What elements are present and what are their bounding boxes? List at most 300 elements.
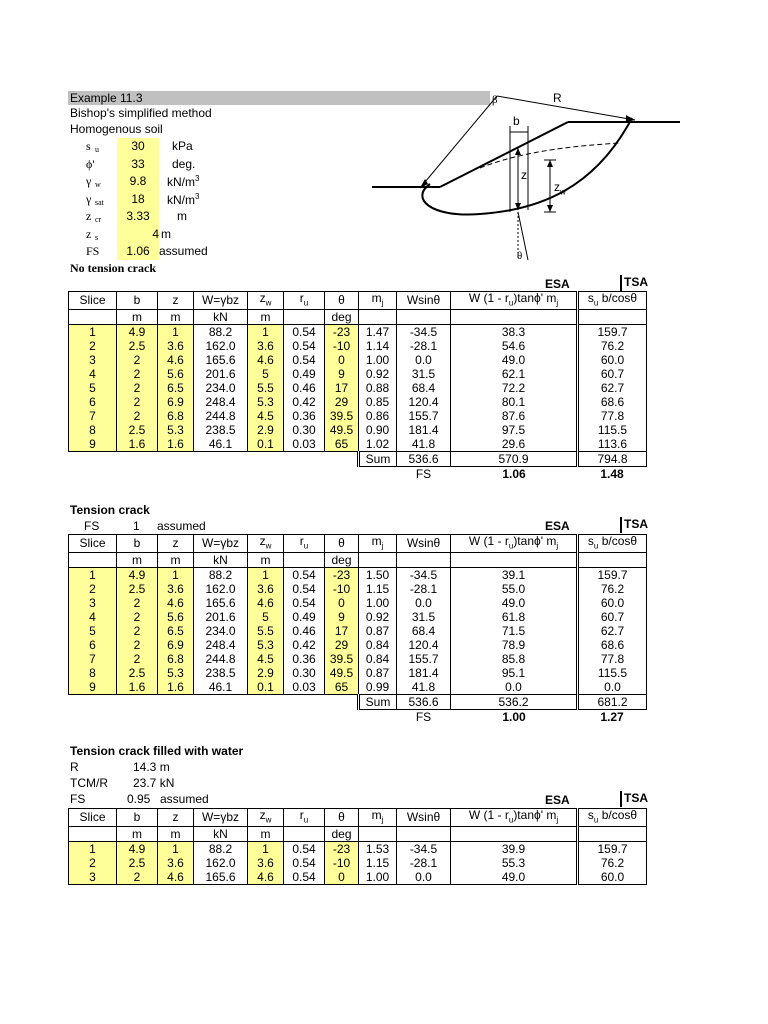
table-cell: 0.87 — [359, 624, 397, 638]
table-cell: 5 — [248, 610, 284, 624]
table-cell: 55.3 — [451, 856, 578, 870]
unit-cell — [284, 827, 325, 842]
table-cell: 6.9 — [158, 395, 194, 409]
table-cell: 0.88 — [359, 381, 397, 395]
table-cell: 3.6 — [158, 856, 194, 870]
table-cell: 0.1 — [248, 680, 284, 695]
table-cell: 0.42 — [284, 395, 325, 409]
param-symbol-subscript: u — [95, 145, 99, 154]
table-cell: 155.7 — [397, 652, 451, 666]
table-cell: 60.0 — [578, 353, 647, 367]
table-row — [69, 680, 647, 695]
soil-label: Homogenous soil — [70, 122, 163, 136]
table-cell: 5 — [69, 624, 117, 638]
table-row — [69, 596, 647, 610]
sum-value: 536.6 — [397, 695, 451, 710]
table-cell: 5.3 — [248, 638, 284, 652]
table-cell: 0.49 — [284, 610, 325, 624]
table-cell: -23 — [325, 568, 359, 583]
unit-cell — [69, 553, 117, 568]
table-cell: 4.9 — [117, 325, 158, 340]
example-title: Example 11.3 — [70, 91, 143, 105]
table-cell: 5 — [69, 381, 117, 395]
table-cell: 4 — [69, 367, 117, 381]
table-cell: 0.46 — [284, 381, 325, 395]
table-cell: -23 — [325, 842, 359, 857]
table-cell: 4 — [69, 610, 117, 624]
table-cell: 6.5 — [158, 381, 194, 395]
table-cell: 9 — [325, 610, 359, 624]
column-header: z — [158, 809, 194, 827]
unit-cell — [284, 553, 325, 568]
param-symbol: ϕ' — [86, 156, 95, 171]
table-row — [69, 409, 647, 423]
fs-tsa-value: 1.48 — [600, 466, 624, 481]
table-cell: 55.0 — [451, 582, 578, 596]
unit-cell — [397, 553, 451, 568]
table-cell: 46.1 — [194, 680, 248, 695]
column-header: $z_w$ — [248, 535, 284, 553]
column-header: $r_u$ — [284, 292, 325, 310]
table-cell: 248.4 — [194, 638, 248, 652]
table-cell: 115.5 — [578, 666, 647, 680]
table-cell: 0.54 — [284, 568, 325, 583]
param-unit: $kN/m^3$ — [167, 191, 200, 207]
table-row — [69, 568, 647, 583]
table-cell: 0.49 — [284, 367, 325, 381]
column-header: b — [117, 809, 158, 827]
section2-fs-value: 1 — [133, 519, 140, 533]
table-row — [69, 870, 647, 885]
table-row — [69, 638, 647, 652]
table-cell: 76.2 — [578, 856, 647, 870]
sum-value: 681.2 — [578, 695, 647, 710]
param-value: 30 — [131, 139, 145, 153]
table-cell: 97.5 — [451, 423, 578, 437]
table-cell: 2 — [69, 582, 117, 596]
table-cell: 1 — [158, 325, 194, 340]
table-cell: 39.5 — [325, 652, 359, 666]
table-row — [69, 437, 647, 452]
table-cell: 2.5 — [117, 582, 158, 596]
table-cell: 31.5 — [397, 367, 451, 381]
table-cell: 201.6 — [194, 367, 248, 381]
table-cell: 4.5 — [248, 409, 284, 423]
table-cell: 1.6 — [158, 680, 194, 695]
table-cell: 95.1 — [451, 666, 578, 680]
table-cell: 0.90 — [359, 423, 397, 437]
table-row — [69, 423, 647, 437]
beta-label: β — [492, 94, 498, 106]
unit-cell: m — [248, 310, 284, 325]
table-cell: 7 — [69, 652, 117, 666]
unit-cell: deg — [325, 827, 359, 842]
table-cell: 244.8 — [194, 409, 248, 423]
section3-esa-label: ESA — [545, 793, 570, 807]
table-cell: 1.00 — [359, 870, 397, 885]
table-row — [69, 582, 647, 596]
table-cell: 2 — [117, 353, 158, 367]
table-cell: 0.92 — [359, 367, 397, 381]
unit-cell — [397, 827, 451, 842]
table-cell: 1.6 — [117, 437, 158, 452]
table-cell: 4.6 — [248, 870, 284, 885]
column-header: Wsinθ — [397, 535, 451, 553]
table-cell: 39.9 — [451, 842, 578, 857]
table-cell: -34.5 — [397, 842, 451, 857]
table-cell: 49.5 — [325, 423, 359, 437]
column-header: W=γbz — [194, 535, 248, 553]
table-cell: 2.5 — [117, 666, 158, 680]
unit-cell: kN — [194, 827, 248, 842]
unit-cell: kN — [194, 553, 248, 568]
table-cell: 68.4 — [397, 624, 451, 638]
section3-r-value: 14.3 m — [133, 760, 170, 774]
table-cell: 8 — [69, 423, 117, 437]
table-cell: 1 — [158, 568, 194, 583]
column-header: Wsinθ — [397, 809, 451, 827]
section2-esa-label: ESA — [545, 519, 570, 533]
section3-table — [68, 808, 647, 885]
section3-r-label: R — [70, 760, 79, 774]
table-cell: 3.6 — [158, 339, 194, 353]
table-cell: 3.6 — [248, 856, 284, 870]
table-cell: 2 — [69, 339, 117, 353]
fs-esa-value: 1.00 — [502, 709, 526, 724]
table-cell: 60.7 — [578, 610, 647, 624]
column-header: $s_u$ b/cosθ — [578, 809, 647, 827]
table-cell: 2 — [117, 596, 158, 610]
table-row — [69, 339, 647, 353]
table-cell: 159.7 — [578, 568, 647, 583]
column-header: W=γbz — [194, 809, 248, 827]
table-cell: -23 — [325, 325, 359, 340]
table-cell: 8 — [69, 666, 117, 680]
table-units-row — [69, 310, 647, 325]
table-cell: 0.03 — [284, 680, 325, 695]
param-symbol: γ — [86, 191, 92, 206]
column-header: b — [117, 535, 158, 553]
table-cell: -10 — [325, 339, 359, 353]
table-cell: 3.6 — [248, 582, 284, 596]
table-cell: 3 — [69, 596, 117, 610]
table-cell: 5 — [248, 367, 284, 381]
column-header: $r_u$ — [284, 809, 325, 827]
unit-cell — [578, 827, 647, 842]
radius-arrowhead-right — [626, 115, 635, 122]
unit-cell: m — [117, 310, 158, 325]
table-cell: 1 — [248, 325, 284, 340]
table-cell: 0.54 — [284, 582, 325, 596]
table-cell: 54.6 — [451, 339, 578, 353]
table-cell: 88.2 — [194, 325, 248, 340]
table-cell: 234.0 — [194, 381, 248, 395]
table-cell: 2 — [117, 652, 158, 666]
table-cell: 1 — [248, 842, 284, 857]
table-cell: 3.6 — [248, 339, 284, 353]
table-cell: 5.6 — [158, 367, 194, 381]
table-cell: 0.84 — [359, 638, 397, 652]
table-cell: 31.5 — [397, 610, 451, 624]
table-cell: 0.54 — [284, 353, 325, 367]
table-cell: 4.6 — [248, 596, 284, 610]
table-units-row — [69, 827, 647, 842]
param-symbol-subscript: sat — [95, 197, 104, 207]
table-cell: -28.1 — [397, 856, 451, 870]
column-header: θ — [325, 535, 359, 553]
unit-cell — [578, 310, 647, 325]
table-cell: 80.1 — [451, 395, 578, 409]
table-cell: 1 — [69, 325, 117, 340]
table-cell: 9 — [325, 367, 359, 381]
column-header: $z_w$ — [248, 292, 284, 310]
table-cell: 2 — [117, 409, 158, 423]
column-header: z — [158, 292, 194, 310]
param-value: 33 — [131, 156, 145, 171]
table-cell: 5.3 — [158, 666, 194, 680]
table-row — [69, 666, 647, 680]
table-cell: 0.99 — [359, 680, 397, 695]
table-cell: 0.54 — [284, 596, 325, 610]
table-cell: 0 — [325, 596, 359, 610]
column-header: $s_u$ b/cosθ — [578, 535, 647, 553]
fs-label: FS — [415, 466, 432, 481]
table-cell: -34.5 — [397, 568, 451, 583]
param-value: 4 — [152, 226, 159, 241]
table-cell: 165.6 — [194, 596, 248, 610]
table-cell: 2 — [117, 367, 158, 381]
table-cell: 1.00 — [359, 596, 397, 610]
sum-value: 570.9 — [451, 452, 578, 467]
zw-label: $z_w$ — [554, 180, 566, 197]
section2-table — [68, 534, 647, 724]
table-cell: 248.4 — [194, 395, 248, 409]
table-cell: 76.2 — [578, 339, 647, 353]
table-cell: 85.8 — [451, 652, 578, 666]
table-cell: 181.4 — [397, 666, 451, 680]
unit-cell — [69, 310, 117, 325]
sum-value: 794.8 — [578, 452, 647, 467]
table-cell: 244.8 — [194, 652, 248, 666]
table-cell: 2 — [117, 395, 158, 409]
unit-cell — [451, 310, 578, 325]
table-cell: 120.4 — [397, 638, 451, 652]
radius-label: R — [553, 91, 562, 105]
param-value: 1.06 — [126, 244, 150, 258]
table-cell: 162.0 — [194, 856, 248, 870]
table-cell: 38.3 — [451, 325, 578, 340]
param-symbol: s — [86, 139, 91, 153]
table-cell: 4.6 — [158, 353, 194, 367]
table-cell: 1 — [69, 842, 117, 857]
section3-title: Tension crack filled with water — [70, 744, 244, 758]
section3-tcm-value: 23.7 kN — [133, 776, 175, 790]
table-cell: 4.6 — [158, 870, 194, 885]
param-symbol: z — [86, 209, 92, 223]
table-cell: 29 — [325, 395, 359, 409]
table-fs-row — [69, 467, 647, 482]
table-cell: 159.7 — [578, 325, 647, 340]
param-unit: $kN/m^3$ — [167, 174, 200, 189]
table-cell: 88.2 — [194, 842, 248, 857]
table-units-row — [69, 553, 647, 568]
table-cell: 61.8 — [451, 610, 578, 624]
table-cell: 2 — [117, 610, 158, 624]
column-header: θ — [325, 292, 359, 310]
column-header: W $(1 - r_u)\tan\phi'$ $m_j$ — [451, 809, 578, 827]
unit-cell — [359, 827, 397, 842]
table-cell: 2 — [117, 624, 158, 638]
column-header: $r_u$ — [284, 535, 325, 553]
sum-label: Sum — [359, 695, 397, 710]
table-cell: 72.2 — [451, 381, 578, 395]
table-cell: 60.0 — [578, 870, 647, 885]
theta-label: θ — [517, 250, 523, 262]
method-label: Bishop's simplified method — [70, 106, 212, 120]
table-cell: 3 — [69, 353, 117, 367]
table-cell: -10 — [325, 856, 359, 870]
table-row — [69, 652, 647, 666]
unit-cell: m — [117, 553, 158, 568]
table-cell: 4.9 — [117, 842, 158, 857]
table-cell: 0.54 — [284, 325, 325, 340]
table-cell: 60.0 — [578, 596, 647, 610]
table-cell: 17 — [325, 381, 359, 395]
table-cell: 0.1 — [248, 437, 284, 452]
column-header: W $(1 - r_u)\tan\phi'$ $m_j$ — [451, 292, 578, 310]
table-cell: 88.2 — [194, 568, 248, 583]
column-header: Slice — [69, 535, 117, 553]
param-symbol: γ — [86, 174, 92, 188]
table-cell: 0.92 — [359, 610, 397, 624]
table-cell: 0.54 — [284, 842, 325, 857]
table-cell: 17 — [325, 624, 359, 638]
table-cell: 0.0 — [397, 870, 451, 885]
table-row — [69, 842, 647, 857]
table-cell: 5.5 — [248, 624, 284, 638]
table-cell: 120.4 — [397, 395, 451, 409]
param-symbol-subscript: w — [95, 180, 101, 189]
table-cell: 68.4 — [397, 381, 451, 395]
section2-fs-note: assumed — [157, 519, 206, 533]
table-cell: 1 — [69, 568, 117, 583]
table-cell: 0.0 — [397, 596, 451, 610]
table-row — [69, 395, 647, 409]
table-cell: 2 — [69, 856, 117, 870]
table-header-row — [69, 292, 647, 310]
column-header: W=γbz — [194, 292, 248, 310]
unit-cell: deg — [325, 553, 359, 568]
table-cell: 65 — [325, 437, 359, 452]
table-header-row — [69, 535, 647, 553]
table-cell: 4.9 — [117, 568, 158, 583]
table-row — [69, 353, 647, 367]
table-cell: 1.15 — [359, 856, 397, 870]
unit-cell: m — [158, 553, 194, 568]
table-cell: 5.5 — [248, 381, 284, 395]
column-header: Slice — [69, 292, 117, 310]
section3-fs-label: FS — [70, 792, 86, 806]
table-cell: 2.5 — [117, 856, 158, 870]
radius-line-left — [420, 96, 497, 188]
table-cell: 68.6 — [578, 395, 647, 409]
param-symbol: FS — [86, 244, 100, 258]
section3-tsa-label: TSA — [620, 791, 648, 807]
table-cell: 5.3 — [248, 395, 284, 409]
table-cell: 77.8 — [578, 652, 647, 666]
table-cell: 49.5 — [325, 666, 359, 680]
unit-cell: deg — [325, 310, 359, 325]
fs-esa-value: 1.06 — [502, 466, 526, 481]
z-label: z — [521, 168, 527, 182]
table-cell: 1.47 — [359, 325, 397, 340]
table-cell: 68.6 — [578, 638, 647, 652]
table-cell: 49.0 — [451, 596, 578, 610]
unit-cell: m — [248, 827, 284, 842]
table-cell: 0 — [325, 870, 359, 885]
table-cell: -34.5 — [397, 325, 451, 340]
section3-fs-note: assumed — [160, 792, 209, 806]
table-cell: 1.53 — [359, 842, 397, 857]
table-row — [69, 367, 647, 381]
table-cell: 6.9 — [158, 638, 194, 652]
slope-diagram — [370, 88, 690, 266]
table-cell: 2.5 — [117, 339, 158, 353]
sum-value: 536.6 — [397, 452, 451, 467]
table-cell: 5.6 — [158, 610, 194, 624]
table-cell: 2.9 — [248, 666, 284, 680]
table-sum-row — [69, 452, 647, 467]
slope-face-line — [440, 122, 568, 187]
column-header: W $(1 - r_u)\tan\phi'$ $m_j$ — [451, 535, 578, 553]
table-cell: 3.6 — [158, 582, 194, 596]
param-value: 9.8 — [129, 174, 147, 188]
section1-table — [68, 291, 647, 481]
table-cell: 6 — [69, 638, 117, 652]
table-cell: 0.85 — [359, 395, 397, 409]
column-header: Wsinθ — [397, 292, 451, 310]
table-cell: 41.8 — [397, 437, 451, 452]
table-cell: 3 — [69, 870, 117, 885]
unit-cell: m — [248, 553, 284, 568]
param-unit: deg. — [172, 156, 196, 171]
sum-label: Sum — [359, 452, 397, 467]
table-cell: 0.46 — [284, 624, 325, 638]
column-header: Slice — [69, 809, 117, 827]
table-cell: 4.6 — [248, 353, 284, 367]
table-header-row — [69, 809, 647, 827]
table-cell: 0.0 — [451, 680, 578, 695]
table-row — [69, 610, 647, 624]
column-header: z — [158, 535, 194, 553]
table-cell: 9 — [69, 437, 117, 452]
unit-cell: kN — [194, 310, 248, 325]
table-cell: 181.4 — [397, 423, 451, 437]
table-cell: 201.6 — [194, 610, 248, 624]
table-cell: 0.87 — [359, 666, 397, 680]
table-cell: 39.5 — [325, 409, 359, 423]
section2-tsa-label: TSA — [620, 517, 648, 533]
section3-tcm-label: TCM/R — [70, 776, 108, 790]
table-cell: 4.5 — [248, 652, 284, 666]
table-cell: 46.1 — [194, 437, 248, 452]
table-cell: 0.03 — [284, 437, 325, 452]
param-unit: m — [177, 209, 187, 223]
table-cell: 6 — [69, 395, 117, 409]
b-label: b — [513, 114, 520, 128]
table-cell: 60.7 — [578, 367, 647, 381]
table-cell: 76.2 — [578, 582, 647, 596]
